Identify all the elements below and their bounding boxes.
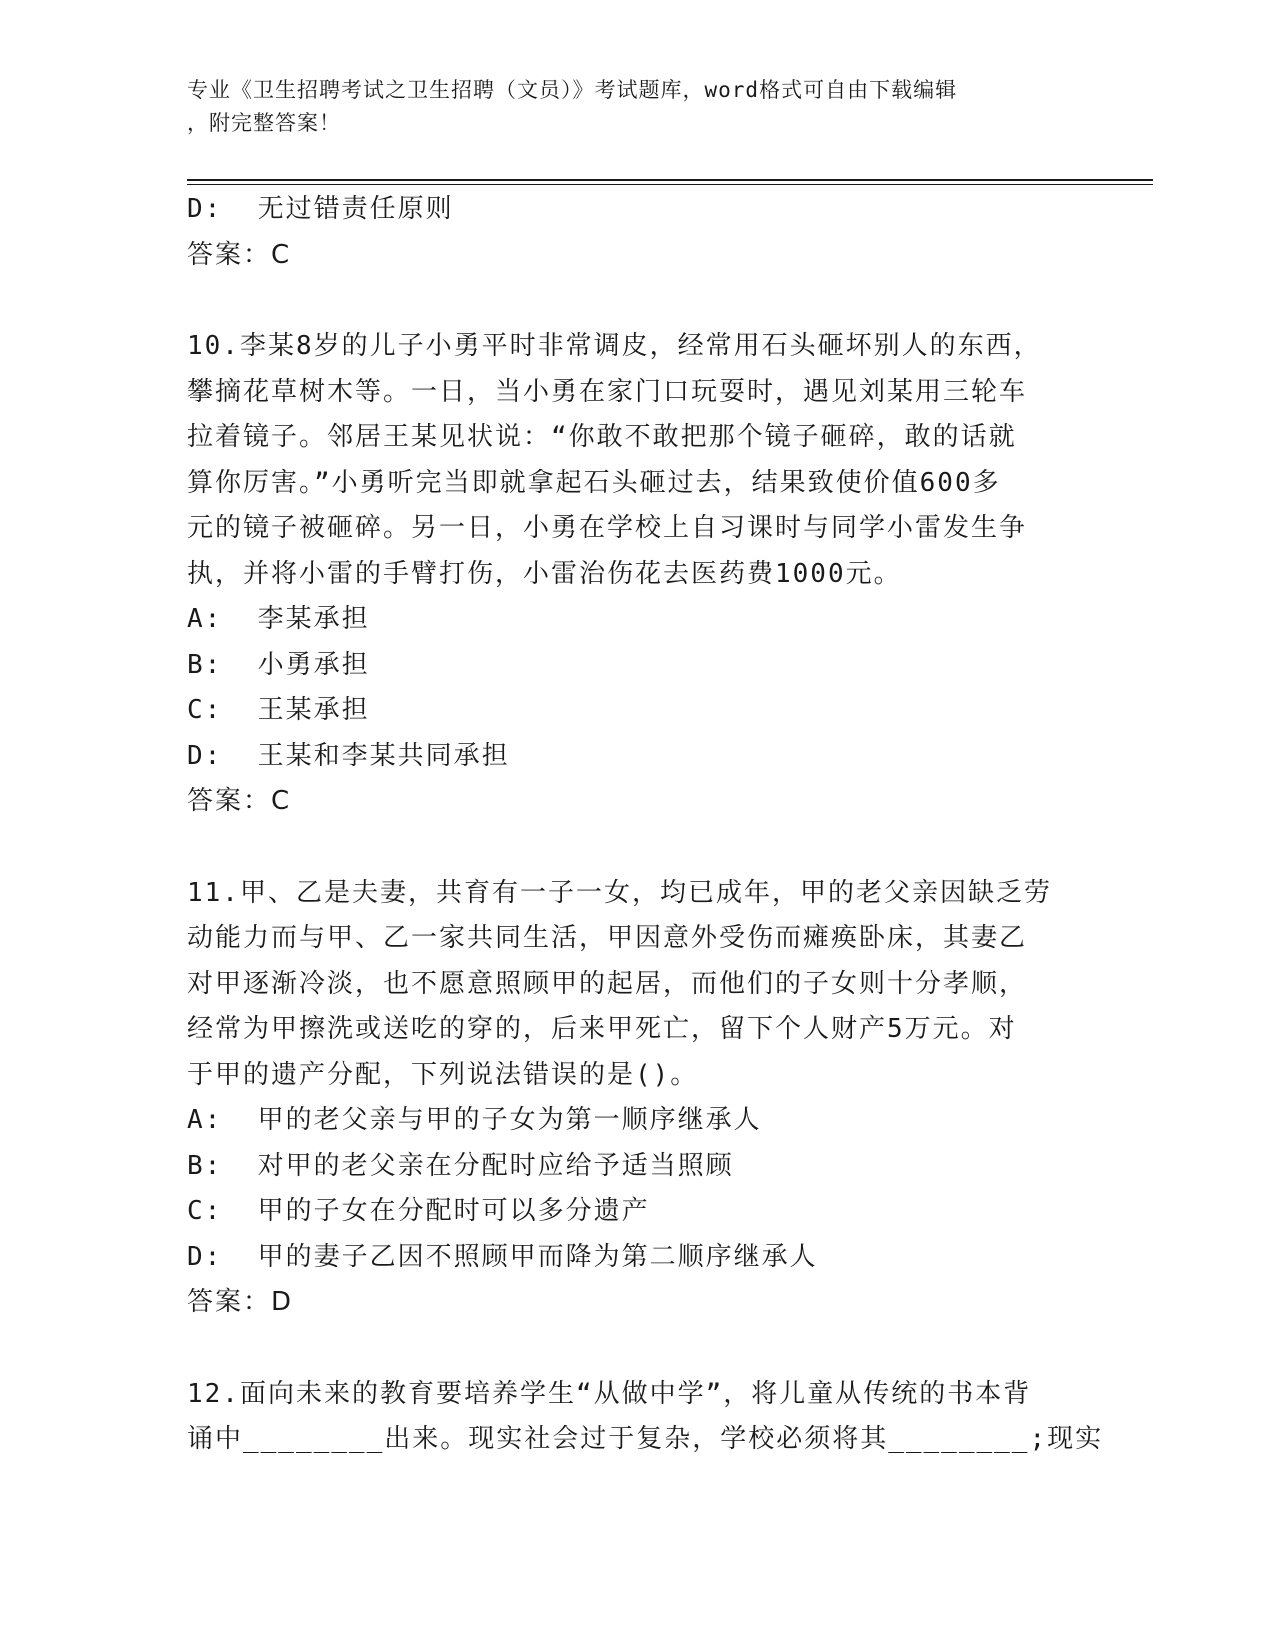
question-12-line: 12.面向未来的教育要培养学生“从做中学”，将儿童从传统的书本背 <box>187 1378 1032 1409</box>
header-line-1: 专业《卫生招聘考试之卫生招聘（文员）》考试题库，word格式可自由下载编辑 <box>187 78 958 102</box>
question-10-option-c: C: 王某承担 <box>187 695 370 725</box>
prev-option-d: D: 无过错责任原则 <box>187 194 454 224</box>
spacer <box>187 278 1087 324</box>
spacer <box>187 1326 1087 1372</box>
question-10-option-a: A: 李某承担 <box>187 604 370 634</box>
document-body <box>187 187 1104 1463</box>
header-rule-thin <box>187 184 1153 185</box>
header-line-2: ，附完整答案！ <box>187 111 341 135</box>
question-11-line: 经常为甲擦洗或送吃的穿的，后来甲死亡，留下个人财产5万元。对 <box>187 1014 1017 1044</box>
question-10-line: 执，并将小雷的手臂打伤，小雷治伤花去医药费1000元。 <box>187 558 902 589</box>
question-10-line: 算你厉害。”小勇听完当即就拿起石头砸过去，结果致使价值600多 <box>187 467 1001 498</box>
question-10-option-d: D: 王某和李某共同承担 <box>187 740 510 771</box>
question-11-option-b: B: 对甲的老父亲在分配时应给予适当照顾 <box>187 1150 734 1181</box>
question-10-option-b: B: 小勇承担 <box>187 649 370 680</box>
spacer <box>187 825 1087 871</box>
question-11-line: 11.甲、乙是夫妻，共育有一子一女，均已成年，甲的老父亲因缺乏劳 <box>187 877 1052 908</box>
question-11-answer: 答案：D <box>187 1287 294 1317</box>
question-11-line: 于甲的遗产分配，下列说法错误的是()。 <box>187 1059 699 1090</box>
prev-answer: 答案：C <box>187 239 292 270</box>
question-10 <box>187 324 1087 825</box>
document-header <box>187 74 1067 140</box>
question-10-line: 攀摘花草树木等。一日，当小勇在家门口玩耍时，遇见刘某用三轮车 <box>187 376 1028 407</box>
question-10-answer: 答案：C <box>187 786 292 816</box>
question-11-line: 动能力而与甲、乙一家共同生活，甲因意外受伤而瘫痪卧床，其妻乙 <box>187 923 1028 953</box>
question-12-line: 诵中________出来。现实社会过于复杂，学校必须将其________;现实 <box>187 1424 1104 1454</box>
question-12 <box>187 1372 1104 1463</box>
question-10-line: 拉着镜子。邻居王某见状说：“你敢不敢把那个镜子砸碎，敢的话就 <box>187 422 1017 452</box>
header-rule-thick <box>187 179 1153 181</box>
question-11-option-c: C: 甲的子女在分配时可以多分遗产 <box>187 1196 650 1226</box>
question-11-line: 对甲逐渐冷淡，也不愿意照顾甲的起居，而他们的子女则十分孝顺， <box>187 968 1028 999</box>
question-11-option-a: A: 甲的老父亲与甲的子女为第一顺序继承人 <box>187 1105 762 1135</box>
question-11 <box>187 871 1087 1326</box>
question-11-option-d: D: 甲的妻子乙因不照顾甲而降为第二顺序继承人 <box>187 1241 818 1272</box>
question-10-line: 元的镜子被砸碎。另一日，小勇在学校上自习课时与同学小雷发生争 <box>187 513 1028 543</box>
question-10-line: 10.李某8岁的儿子小勇平时非常调皮，经常用石头砸坏别人的东西， <box>187 331 1042 361</box>
